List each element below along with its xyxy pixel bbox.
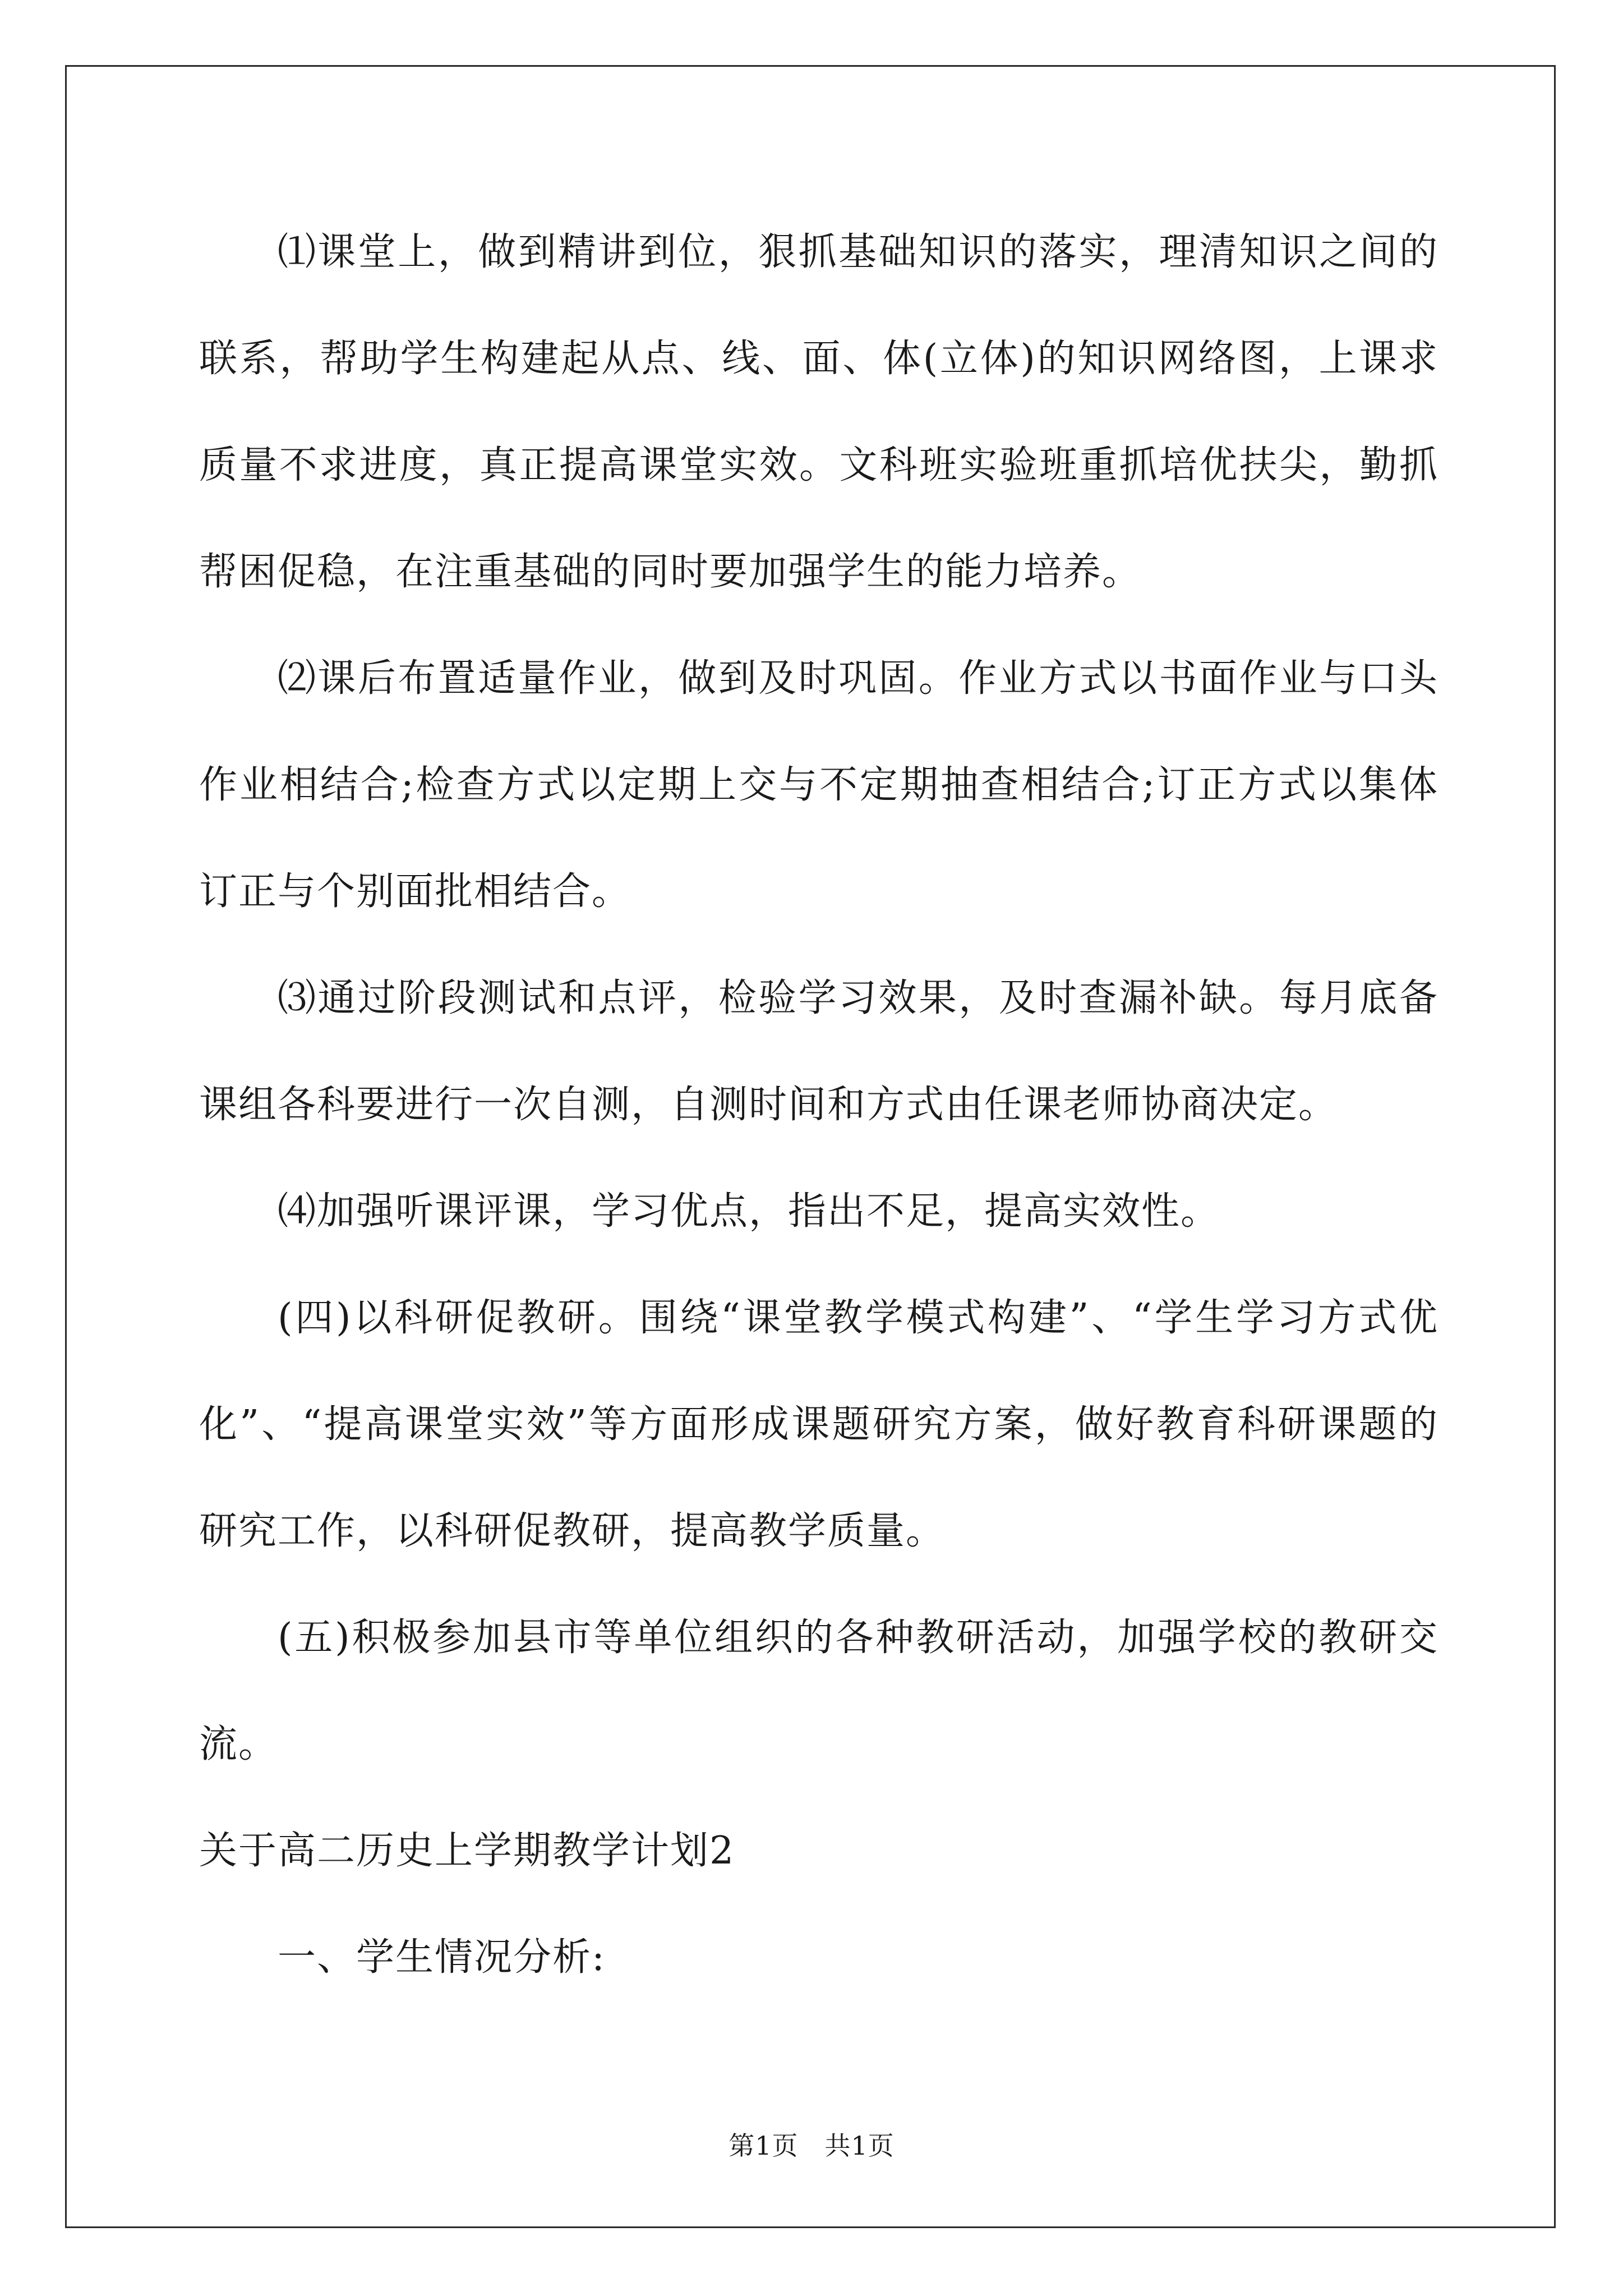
paragraph-5: (四)以科研促教研。围绕“课堂教学模式构建”、“学生学习方式优化”、“提高课堂实效”等方面形成课题研究方案，做好教育科研课题的研究工作，以科研促教研，提高教学质量。	[199, 1296, 1438, 1553]
paragraph-4: ⑷加强听课评课，学习优点，指出不足，提高实效性。	[278, 1189, 1220, 1234]
paragraph-2: ⑵课后布置适量作业，做到及时巩固。作业方式以书面作业与口头作业相结合;检查方式以定期上交与不定期抽查相结合;订正方式以集体订正与个别面批相结合。	[199, 656, 1438, 914]
section-title: 关于高二历史上学期教学计划2	[199, 1829, 735, 1873]
paragraph-3: ⑶通过阶段测试和点评，检验学习效果，及时查漏补缺。每月底备课组各科要进行一次自测，自测时间和方式由任课老师协商决定。	[199, 976, 1438, 1127]
document-body	[199, 199, 1438, 2011]
page-number-footer: 第1页 共1页	[728, 2131, 895, 2161]
paragraph-6: (五)积极参加县市等单位组织的各种教研活动，加强学校的教研交流。	[199, 1616, 1438, 1766]
subheading: 一、学生情况分析:	[278, 1935, 606, 1980]
paragraph-1: ⑴课堂上，做到精讲到位，狠抓基础知识的落实，理清知识之间的联系，帮助学生构建起从点、线、面、体(立体)的知识网络图，上课求质量不求进度，真正提高课堂实效。文科班实验班重抓培优扶尖，勤抓帮困促稳，在注重基础的同时要加强学生的能力培养。	[199, 230, 1438, 594]
